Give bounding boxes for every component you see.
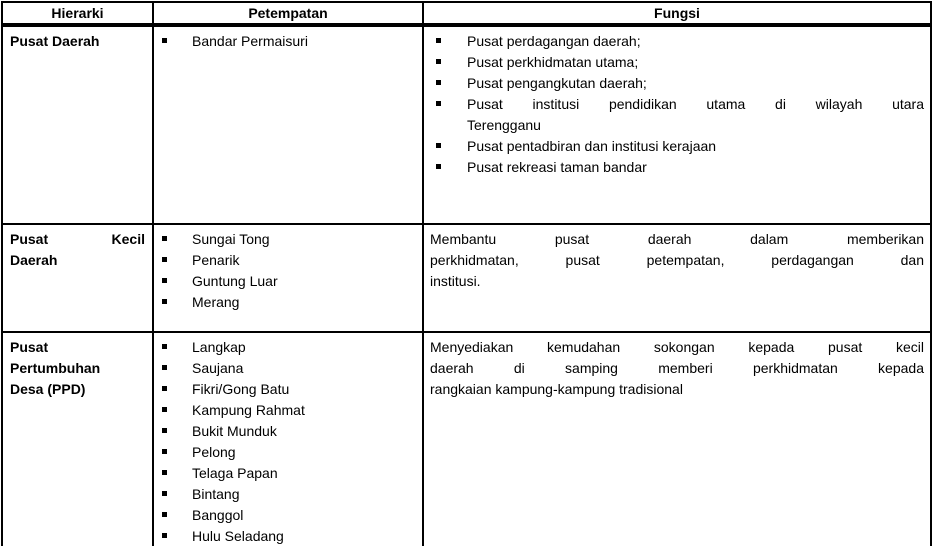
square-bullet-icon <box>162 491 167 496</box>
fungsi-item-label: Pusat rekreasi taman bandar <box>467 159 647 175</box>
table-row-pusat-daerah <box>2 25 931 224</box>
col-header-fungsi: Fungsi <box>423 2 931 25</box>
petempatan-item-label: Fikri/Gong Batu <box>192 381 290 397</box>
square-bullet-icon <box>436 80 441 85</box>
cell-petempatan-row2 <box>153 224 423 332</box>
fungsi-paragraph-line: daerah di samping memberi perkhidmatan kepada <box>430 360 924 376</box>
hierarki-text: Pusat <box>10 339 49 355</box>
petempatan-item <box>154 337 422 358</box>
square-bullet-icon <box>162 407 167 412</box>
square-bullet-icon <box>162 38 167 43</box>
square-bullet-icon <box>436 101 441 106</box>
fungsi-item <box>424 31 930 52</box>
petempatan-item <box>154 358 422 379</box>
square-bullet-icon <box>162 386 167 391</box>
petempatan-item <box>154 526 422 546</box>
petempatan-item <box>154 250 422 271</box>
petempatan-item-label: Banggol <box>192 507 244 523</box>
square-bullet-icon <box>162 428 167 433</box>
fungsi-item <box>424 73 930 94</box>
cell-fungsi-row3 <box>423 332 931 546</box>
petempatan-item <box>154 484 422 505</box>
petempatan-item-label: Merang <box>192 294 240 310</box>
cell-hierarki-row1 <box>2 25 153 224</box>
fungsi-item-label: Pusat perdagangan daerah; <box>467 33 641 49</box>
square-bullet-icon <box>436 143 441 148</box>
fungsi-paragraph-line: Membantu pusat daerah dalam memberikan <box>430 231 924 247</box>
square-bullet-icon <box>436 59 441 64</box>
cell-fungsi-row2 <box>423 224 931 332</box>
fungsi-paragraph-line: institusi. <box>430 273 481 289</box>
table-row-pusat-kecil-daerah <box>2 224 931 332</box>
petempatan-item <box>154 505 422 526</box>
fungsi-paragraph <box>424 333 930 400</box>
cell-fungsi-row1 <box>423 25 931 224</box>
petempatan-item-label: Hulu Seladang <box>192 528 284 544</box>
petempatan-item-label: Langkap <box>192 339 246 355</box>
fungsi-paragraph-line: rangkaian kampung-kampung tradisional <box>430 381 683 397</box>
square-bullet-icon <box>162 257 167 262</box>
square-bullet-icon <box>162 470 167 475</box>
hierarki-text: Daerah <box>10 252 58 268</box>
table-row-pusat-pertumbuhan-desa <box>2 332 931 546</box>
petempatan-item-label: Kampung Rahmat <box>192 402 305 418</box>
square-bullet-icon <box>162 344 167 349</box>
petempatan-item <box>154 421 422 442</box>
fungsi-item <box>424 136 930 157</box>
petempatan-item-label: Bandar Permaisuri <box>192 33 308 49</box>
petempatan-item <box>154 271 422 292</box>
square-bullet-icon <box>162 512 167 517</box>
square-bullet-icon <box>162 299 167 304</box>
square-bullet-icon <box>162 533 167 538</box>
col-header-petempatan: Petempatan <box>153 2 423 25</box>
petempatan-item <box>154 442 422 463</box>
cell-petempatan-row1 <box>153 25 423 224</box>
petempatan-item-label: Sungai Tong <box>192 231 270 247</box>
petempatan-item <box>154 292 422 313</box>
petempatan-item <box>154 229 422 250</box>
fungsi-item-label: Pusat institusi pendidikan utama di wilayah utara <box>467 96 924 112</box>
hierarki-text: Pusat Daerah <box>10 33 100 49</box>
fungsi-paragraph-line: perkhidmatan, pusat petempatan, perdagangan dan <box>430 252 924 268</box>
hierarki-text: Pusat Kecil <box>10 231 145 247</box>
petempatan-item-label: Bukit Munduk <box>192 423 277 439</box>
hierarki-text: Desa (PPD) <box>10 381 86 397</box>
petempatan-item-label: Bintang <box>192 486 240 502</box>
petempatan-item <box>154 379 422 400</box>
fungsi-item-label: Pusat perkhidmatan utama; <box>467 54 639 70</box>
square-bullet-icon <box>162 449 167 454</box>
petempatan-item-label: Pelong <box>192 444 236 460</box>
fungsi-item-label: Pusat pentadbiran dan institusi kerajaan <box>467 138 717 154</box>
petempatan-item-label: Saujana <box>192 360 244 376</box>
petempatan-item-label: Guntung Luar <box>192 273 278 289</box>
fungsi-item <box>424 157 930 178</box>
fungsi-paragraph <box>424 225 930 292</box>
square-bullet-icon <box>162 365 167 370</box>
petempatan-item-label: Telaga Papan <box>192 465 278 481</box>
fungsi-item-label-wrap: Terengganu <box>467 117 541 133</box>
settlement-hierarchy-table <box>1 1 932 546</box>
petempatan-item-label: Penarik <box>192 252 240 268</box>
fungsi-item <box>424 52 930 73</box>
square-bullet-icon <box>162 278 167 283</box>
fungsi-item-label: Pusat pengangkutan daerah; <box>467 75 647 91</box>
cell-petempatan-row3 <box>153 332 423 546</box>
petempatan-item <box>154 31 422 52</box>
fungsi-item <box>424 94 930 136</box>
square-bullet-icon <box>436 164 441 169</box>
cell-hierarki-row2 <box>2 224 153 332</box>
petempatan-item <box>154 400 422 421</box>
hierarki-text: Pertumbuhan <box>10 360 101 376</box>
table-header-row <box>2 2 931 25</box>
square-bullet-icon <box>436 38 441 43</box>
fungsi-paragraph-line: Menyediakan kemudahan sokongan kepada pusat kecil <box>430 339 924 355</box>
col-header-hierarki: Hierarki <box>2 2 153 25</box>
cell-hierarki-row3 <box>2 332 153 546</box>
petempatan-item <box>154 463 422 484</box>
square-bullet-icon <box>162 236 167 241</box>
